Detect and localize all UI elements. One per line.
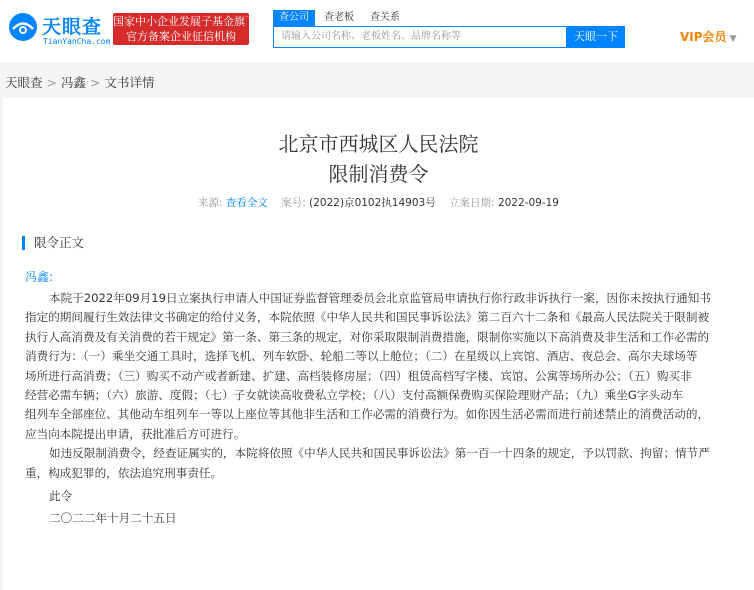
- breadcrumb-separator: >: [46, 75, 57, 90]
- logo-eye-icon: [8, 12, 38, 42]
- body-line: 指定的期间履行生效法律文书确定的给付义务，本院依照《中华人民共和国民事诉讼法》第二百六十二条和《最高人民法院关于限制被: [25, 310, 710, 325]
- vip-label: VIP会员: [680, 30, 727, 44]
- closing-text: 此令: [49, 489, 73, 504]
- body-line: 经营必需车辆；（六）旅游、度假；（七）子女就读高收费私立学校；（八）支付高额保费购买保险理财产品；（九）乘坐G字头动车: [25, 388, 684, 403]
- body-line: 执行人高消费及有关消费的若干规定》第一条、第三条的规定，对你采取限制消费措施，限制你实施以下高消费及非生活和工作必需的: [25, 329, 710, 344]
- tab-company[interactable]: 查公司: [273, 10, 315, 26]
- case-no-label: 案号:: [281, 197, 306, 209]
- logo-subtitle: TianYanCha.com: [43, 37, 111, 46]
- search-button[interactable]: 天眼一下: [567, 26, 625, 48]
- document-body: [25, 289, 745, 529]
- breadcrumb: [5, 73, 155, 91]
- badge-line-2: 官方备案企业征信机构: [126, 30, 236, 43]
- logo[interactable]: [8, 10, 112, 46]
- body-line: 本院于2022年09月19日立案执行申请人中国证券监督管理委员会北京监管局申请执行你行政非诉执行一案，因你未按执行通知书: [49, 291, 711, 305]
- logo-name: 天眼查: [42, 16, 103, 38]
- body-line: 场所进行高消费；（三）购买不动产或者新建、扩建、高档装修房屋；（四）租赁高档写字楼、宾馆、公寓等场所办公；（五）购买非: [25, 368, 692, 383]
- document-card: [3, 98, 754, 590]
- vip-member-menu[interactable]: [680, 28, 736, 45]
- badge-line-1: 国家中小企业发展子基金旗下: [113, 15, 256, 28]
- breadcrumb-current: 文书详情: [104, 75, 155, 90]
- body-line: 组列车全部座位、其他动车组列车一等以上座位等其他非生活和工作必需的消费行为。如你因生活必需而进行前述禁止的消费活动的，: [25, 407, 710, 422]
- view-full-text-link[interactable]: 查看全文: [225, 197, 268, 209]
- tab-boss[interactable]: 查老板: [324, 12, 354, 23]
- breadcrumb-person[interactable]: 冯鑫: [61, 75, 87, 90]
- document-meta: [3, 195, 754, 210]
- doc-type-title: 限制消费令: [328, 162, 429, 186]
- case-no-value: (2022)京0102执14903号: [309, 197, 436, 209]
- document-date: 二〇二二年十月二十五日: [49, 511, 177, 526]
- caret-down-icon: ▼: [729, 34, 737, 44]
- body-line: 如违反限制消费令，经查证属实的，本院将依照《中华人民共和国民事诉讼法》第一百一十四条的规定，予以罚款、拘留；情节严: [49, 446, 710, 461]
- body-line: 应当向本院提出申请，获批准后方可进行。: [25, 426, 246, 441]
- body-line: 消费行为：（一）乘坐交通工具时，选择飞机、列车软卧、轮船二等以上舱位；（二）在星级以上宾馆、酒店、夜总会、高尔夫球场等: [25, 349, 698, 364]
- party-name-link[interactable]: 冯鑫:: [25, 270, 54, 284]
- source-label: 来源:: [198, 197, 223, 209]
- filing-date-value: 2022-09-19: [497, 197, 559, 209]
- body-line: 重，构成犯罪的，依法追究刑事责任。: [25, 465, 223, 480]
- court-title: 北京市西城区人民法院: [278, 132, 479, 156]
- section-title: 限令正文: [22, 236, 84, 250]
- top-header: [0, 0, 754, 62]
- official-badge: [113, 13, 256, 45]
- search-input[interactable]: 请输入公司名称、老板姓名、品牌名称等: [273, 26, 567, 48]
- breadcrumb-home[interactable]: 天眼查: [5, 75, 43, 90]
- filing-date-label: 立案日期:: [449, 197, 495, 209]
- breadcrumb-separator: >: [90, 75, 101, 90]
- tab-relation[interactable]: 查关系: [370, 12, 400, 23]
